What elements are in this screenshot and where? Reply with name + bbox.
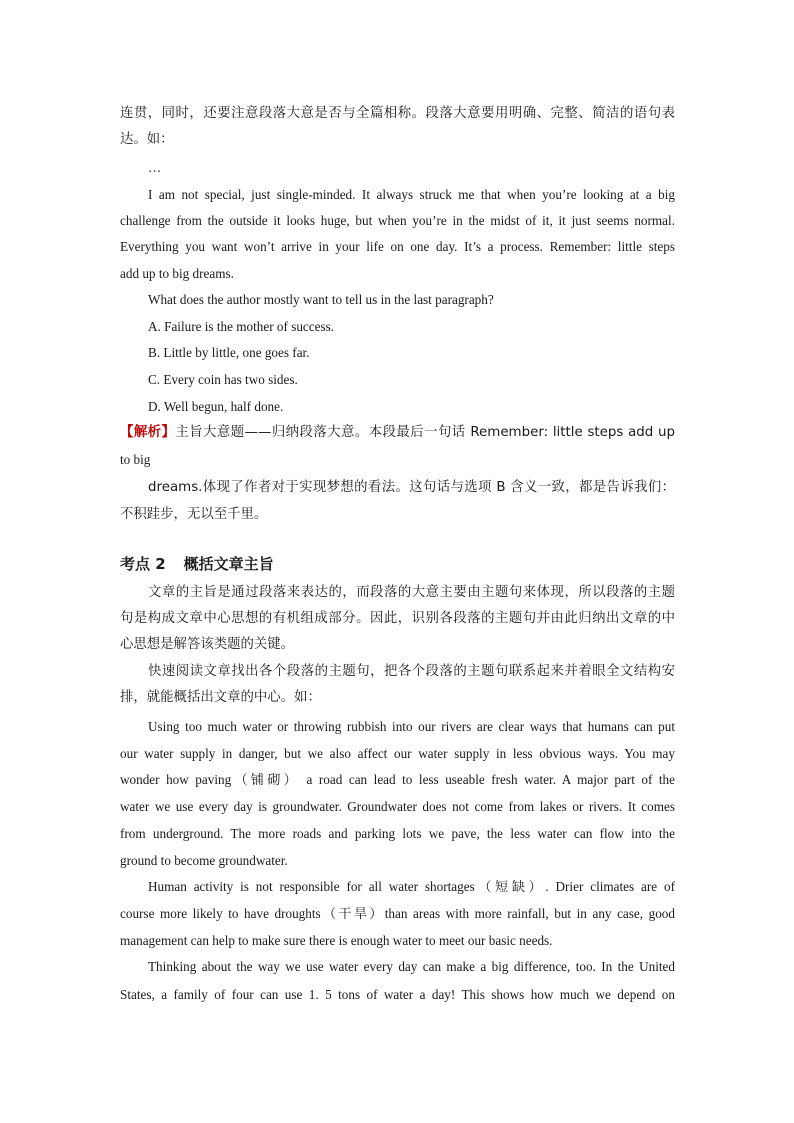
analysis-line-4: 不积跬步，无以至千里。	[120, 507, 268, 522]
passage2-p1-line-5: from underground. The more roads and parking lots we pave, the less water can flow into the	[120, 826, 675, 841]
analysis-line-2: to big	[120, 452, 151, 467]
passage1-line-1: I am not special, just single-minded. It always struck me that when you’re looking at a big	[148, 187, 675, 202]
section-p1-line-3: 心思想是解答该类题的关键。	[120, 637, 295, 652]
option-c: C. Every coin has two sides.	[148, 372, 298, 387]
analysis-line-1	[120, 423, 675, 443]
passage1-line-4: add up to big dreams.	[120, 266, 234, 281]
passage2-p2-line-1: Human activity is not responsible for all water shortages（短缺）. Drier climates are of	[148, 879, 675, 894]
section-number: 考点 2	[120, 555, 166, 573]
passage2-p1-line-3: wonder how paving（铺砌） a road can lead to less useable fresh water. A major part of the	[120, 772, 675, 787]
passage1-line-2: challenge from the outside it looks huge, but when you’re in the midst of it, it just seems normal.	[120, 213, 675, 228]
option-a: A. Failure is the mother of success.	[148, 319, 335, 334]
section-heading	[120, 554, 274, 574]
section-p2-line-1: 快速阅读文章找出各个段落的主题句，把各个段落的主题句联系起来并着眼全文结构安	[148, 664, 675, 679]
intro-line-1: 连贯，同时，还要注意段落大意是否与全篇相称。段落大意要用明确、完整、简洁的语句表	[120, 106, 675, 121]
passage2-p1-line-6: ground to become groundwater.	[120, 853, 288, 868]
passage2-p3-line-2: States, a family of four can use 1. 5 tons of water a day! This shows how much we depend on	[120, 987, 675, 1002]
intro-line-2: 达。如：	[120, 132, 174, 147]
passage2-p2-line-2: course more likely to have droughts（干旱）than areas with more rainfall, but in any case, good	[120, 906, 675, 921]
section-p2-line-2: 排，就能概括出文章的中心。如：	[120, 690, 321, 705]
analysis-tag: 【解析】	[120, 425, 176, 440]
option-d: D. Well begun, half done.	[148, 399, 284, 414]
question-stem: What does the author mostly want to tell us in the last paragraph?	[148, 292, 494, 307]
analysis-line-3: dreams.体现了作者对于实现梦想的看法。这句话与选项 B 含义一致，都是告诉我们：	[148, 480, 675, 495]
passage2-p1-line-1: Using too much water or throwing rubbish into our rivers are clear ways that humans can put	[148, 719, 675, 734]
option-b: B. Little by little, one goes far.	[148, 345, 310, 360]
section-title: 概括文章主旨	[183, 555, 274, 573]
passage2-p1-line-4: water we use every day is groundwater. Groundwater does not come from lakes or rivers. It comes	[120, 799, 675, 814]
section-p1-line-1: 文章的主旨是通过段落来表达的，而段落的大意主要由主题句来体现，所以段落的主题	[148, 585, 675, 600]
passage1-line-3: Everything you want won’t arrive in your life on one day. It’s a process. Remember: little steps	[120, 239, 675, 254]
ellipsis: …	[148, 160, 162, 175]
passage2-p1-line-2: our water supply in danger, but we also affect our water supply in less obvious ways. You may	[120, 746, 675, 761]
analysis-text: 主旨大意题——归纳段落大意。本段最后一句话 Remember: little steps add up	[175, 425, 675, 440]
passage2-p2-line-3: management can help to make sure there is enough water to meet our basic needs.	[120, 933, 553, 948]
passage2-p3-line-1: Thinking about the way we use water every day can make a big difference, too. In the United	[148, 959, 675, 974]
section-p1-line-2: 句是构成文章中心思想的有机组成部分。因此，识别各段落的主题句并由此归纳出文章的中	[120, 611, 675, 626]
